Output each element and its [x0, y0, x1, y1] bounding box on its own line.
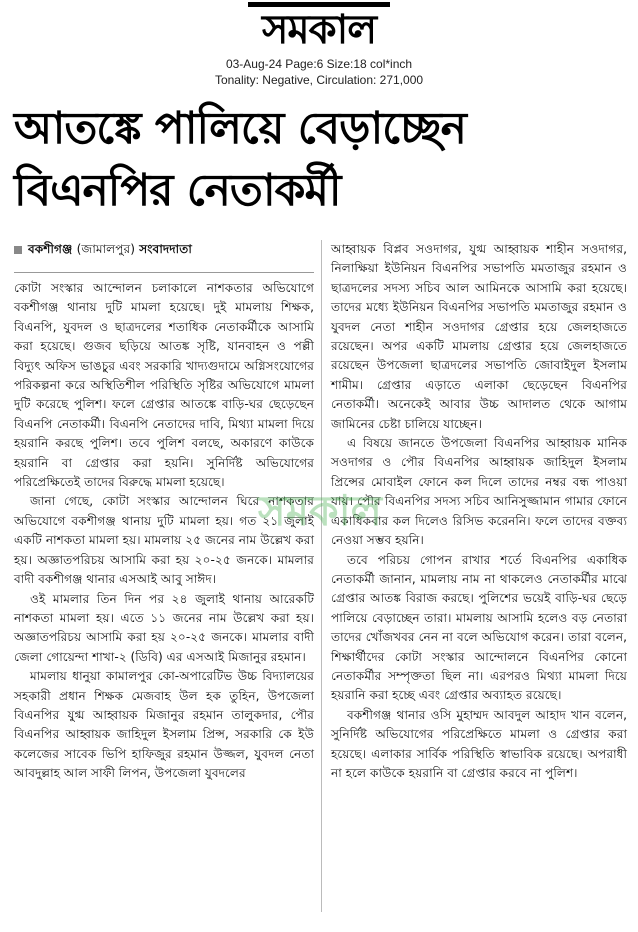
- article-paragraph: বকশীগঞ্জ থানার ওসি মুহাম্মদ আবদুল আহাদ খান বলেন, সুনির্দিষ্ট অভিযোগের পরিপ্রেক্ষিতে মামলা ও গ্রেপ্তার করা হয়েছে। এলাকার সার্বিক পরিস্থিতি স্বাভাবিক রয়েছে। অপরাধী না হলে কাউকে হয়রানি বা গ্রেপ্তার করবে না পুলিশ।: [331, 707, 627, 780]
- byline: [14, 240, 314, 258]
- byline-square-icon: [14, 246, 22, 254]
- headline-line-1: আতঙ্কে পালিয়ে বেড়াচ্ছেন: [14, 103, 466, 154]
- newspaper-logo: সমকাল: [248, 2, 390, 53]
- column-divider: [321, 240, 322, 912]
- byline-divider: [14, 272, 314, 273]
- article-column-left: [14, 240, 314, 914]
- article-paragraph: জানা গেছে, কোটা সংস্কার আন্দোলন ঘিরে নাশকতার অভিযোগে বকশীগঞ্জ থানায় দুটি মামলা হয়। গত ২১ জুলাই একটি নাশকতা মামলা হয়। মামলায় ২৫ জনের নাম উল্লেখ করা হয়। অজ্ঞাতপরিচয় আসামি করা হয় ২০-২৫ জনকে। মামলার বাদী বকশীগঞ্জ থানার এসআই আবু সাঈদ।: [14, 494, 314, 587]
- masthead: [0, 0, 638, 53]
- article-column-right: [331, 240, 627, 914]
- byline-place: বকশীগঞ্জ: [28, 242, 73, 256]
- newspaper-watermark: সমকাল: [258, 486, 382, 535]
- byline-reporter: সংবাদদাতা: [139, 242, 192, 256]
- article-paragraph: আহ্বায়ক বিপ্লব সওদাগর, যুগ্ম আহ্বায়ক শাহীন সওদাগর, নিলাক্ষিয়া ইউনিয়ন বিএনপির সভাপতি মমতাজুর রহমান ও ছাত্রদলের সদস্য সচিব আল আমিনকে আসামি করা হয়েছে। তাদের মধ্যে ইউনিয়ন বিএনপির সভাপতি মমতাজুর রহমান ও যুবদল নেতা শাহীন সওদাগর গ্রেপ্তার হয়ে জেলহাজতে রয়েছেন। অপর একটি মামলায় গ্রেপ্তার হয়ে জেলহাজতে রয়েছেন উপজেলা ছাত্রদলের সভাপতি জোবাইদুল ইসলাম শামীম। গ্রেপ্তার এড়াতে এলাকা ছেড়েছেন বিএনপির নেতাকর্মী। অনেকেই আবার উচ্চ আদালত থেকে আগাম জামিনের চেষ্টা চালিয়ে যাচ্ছেন।: [331, 242, 627, 431]
- headline: [14, 98, 624, 222]
- clipping-meta-tonality: Tonality: Negative, Circulation: 271,000: [214, 73, 424, 87]
- article-paragraph: ওই মামলার তিন দিন পর ২৪ জুলাই থানায় আরেকটি নাশকতা মামলা হয়। এতে ১১ জনের নাম উল্লেখ করা হয়। অজ্ঞাতপরিচয় আসামি করা হয় ২০-২৫ জনকে। মামলার বাদী জেলা গোয়েন্দা শাখা-২ (ডিবি) এর এসআই মিজানুর রহমান।: [14, 591, 314, 664]
- byline-district: (জামালপুর): [76, 242, 135, 256]
- article-paragraph: কোটা সংস্কার আন্দোলন চলাকালে নাশকতার অভিযোগে বকশীগঞ্জ থানায় দুটি মামলা হয়েছে। দুই মামলায় শিক্ষক, বিএনপি, যুবদল ও ছাত্রদলের শতাধিক নেতাকর্মীকে আসামি করা হয়েছে। গুজব ছড়িয়ে আতঙ্ক সৃষ্টি, যানবাহন ও পল্লী বিদ্যুৎ অফিস ভাঙচুর এবং সরকারি খাদ্যগুদামে অগ্নিসংযোগের পরিকল্পনা করে অস্থিতিশীল পরিস্থিতি সৃষ্টির অভিযোগে মামলা দুটি করেছে পুলিশ। ফলে গ্রেপ্তার আতঙ্কে বাড়ি-ঘর ছেড়েছেন বিএনপি নেতাকর্মী। বিএনপি নেতাদের দাবি, মিথ্যা মামলা দিয়ে হয়রানি করছে পুলিশ। তবে পুলিশ বলছে, অকারণে কাউকে হয়রানি বা গ্রেপ্তার করা হয়নি। সুনির্দিষ্ট অভিযোগের পরিপ্রেক্ষিতেই তাদের বিরুদ্ধে মামলা হয়েছে।: [14, 281, 314, 490]
- article-paragraph: তবে পরিচয় গোপন রাখার শর্তে বিএনপির একাধিক নেতাকর্মী জানান, মামলায় নাম না থাকলেও নেতাকর্মীর মাঝে গ্রেপ্তার আতঙ্ক বিরাজ করছে। পুলিশের ভয়েই বাড়ি-ঘর ছেড়ে পালিয়ে বেড়াচ্ছেন তারা। মামলায় আসামি হলেও বড় নেতারা তাদের খোঁজখবর নেন না বলে অভিযোগ করেন। তারা বলেন, শিক্ষার্থীদের কোটা সংস্কার আন্দোলনে বিএনপির কোনো নেতাকর্মীর সম্পৃক্ততা ছিল না। এরপরও মিথ্যা মামলা দিয়ে হয়রানি করা হচ্ছে এবং গ্রেপ্তার অব্যাহত রয়েছে।: [331, 552, 627, 703]
- headline-line-2: বিএনপির নেতাকর্মী: [14, 165, 341, 216]
- clipping-meta-date-page: 03-Aug-24 Page:6 Size:18 col*inch: [225, 57, 413, 71]
- article-paragraph: মামলায় ধানুয়া কামালপুর কো-অপারেটিভ উচ্চ বিদ্যালয়ের সহকারী প্রধান শিক্ষক মেজবাহ উল হক তুহিন, উপজেলা বিএনপির যুগ্ম আহ্বায়ক মিজানুর রহমান তালুকদার, পৌর বিএনপির আহ্বায়ক জাহিদুল ইসলাম প্রিন্স, সরকারি কে ইউ কলেজের সাবেক ভিপি হাফিজুর রহমান উজ্জল, যুবদল নেতা আবদুল্লাহ আল সাফী লিপন, উপজেলা যুবদলের: [14, 669, 314, 781]
- article-paragraph: এ বিষয়ে জানতে উপজেলা বিএনপির আহ্বায়ক মানিক সওদাগর ও পৌর বিএনপির আহ্বায়ক জাহিদুল ইসলাম প্রিন্সের মোবাইল ফোনে কল দিলে তাদের নম্বর বন্ধ পাওয়া যায়। পৌর বিএনপির সদস্য সচিব আনিসুজ্জামান গামার ফোনে একাধিকবার কল দিলেও রিসিভ করেননি। ফলে তাদের বক্তব্য নেওয়া সম্ভব হয়নি।: [331, 436, 627, 548]
